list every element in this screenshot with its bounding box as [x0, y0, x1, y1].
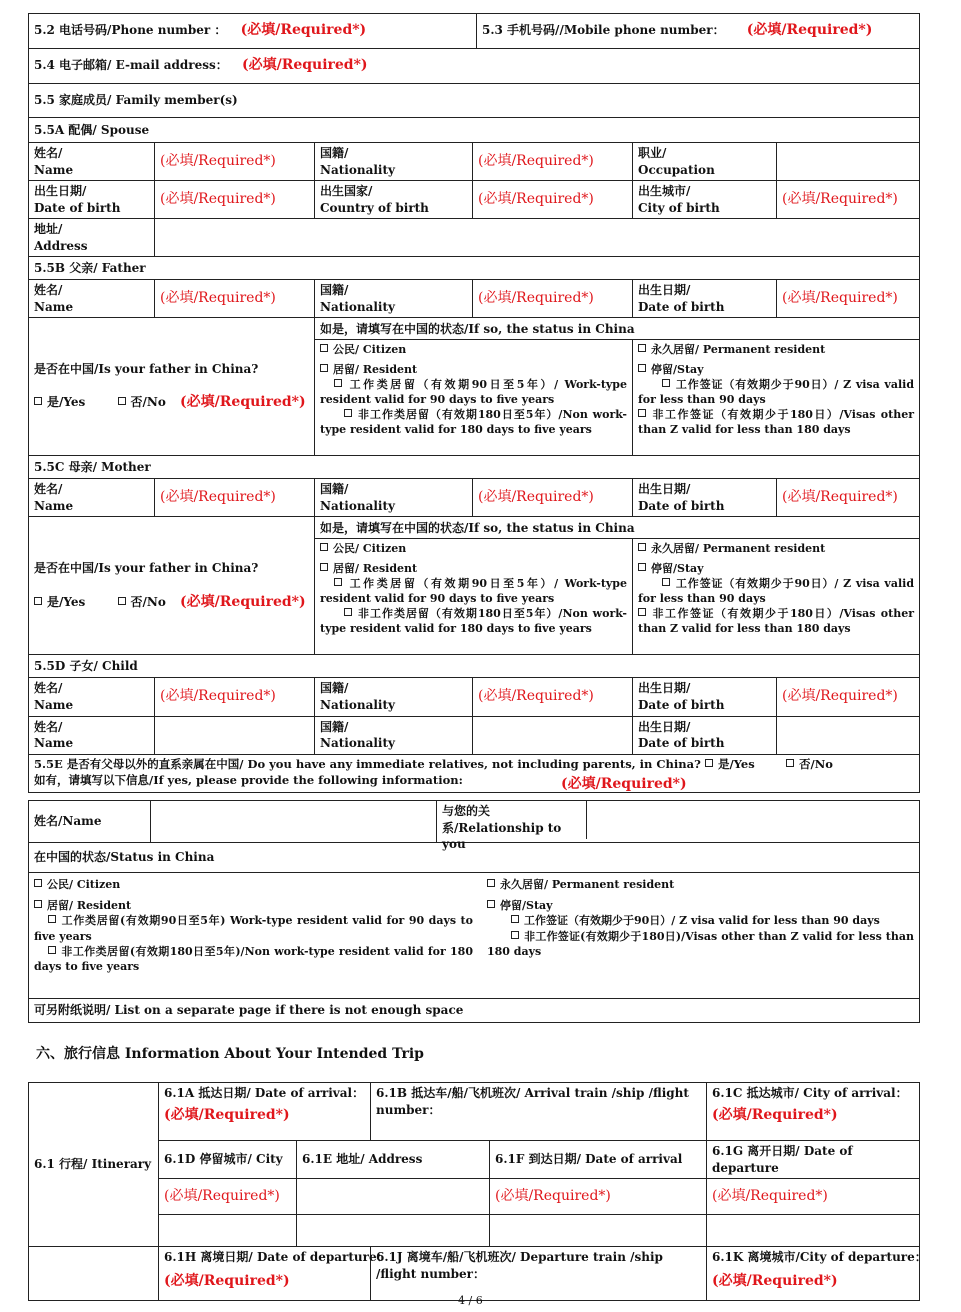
stay-departure-label: 6.1G 离开日期/ Date of departure — [707, 1141, 920, 1179]
section-6-heading: 六、旅行信息 Information About Your Intended Trip — [36, 1046, 424, 1062]
spouse-dob-label: 出生日期/ Date of birth — [29, 181, 155, 219]
arrival-date-field[interactable]: 6.1A 抵达日期/ Date of arrival： (必填/Required*) — [159, 1083, 371, 1141]
father-status-right — [633, 340, 920, 456]
itinerary-label-cont — [29, 1247, 159, 1301]
mother-in-china-question: 是否在中国/Is your father in China? 是/Yes 否/No (必填/Required*) — [29, 517, 315, 655]
required-mark: (必填/Required*) — [746, 22, 873, 39]
child-dob-field[interactable]: (必填/Required*) — [777, 678, 920, 716]
non-z-visa-option[interactable]: 非工作签证(有效期少于180日)/Visas other than Z valid for less than 180 days — [486, 929, 914, 958]
mother-status-right — [633, 539, 920, 655]
no-option[interactable]: 否/No — [786, 757, 833, 773]
work-resident-option[interactable]: 工作类居留(有效期90日至5年) Work-type resident valid for 90 days to five years — [34, 914, 473, 943]
child-nationality-field[interactable]: (必填/Required*) — [473, 678, 633, 716]
family-members-heading: 5.5 家庭成员/ Family member(s) — [29, 84, 920, 118]
stay-city-label: 6.1D 停留城市/ City — [159, 1141, 297, 1179]
non-z-visa-option[interactable]: 非工作签证（有效期少于180日）/Visas other than Z valid for less than 180 days — [638, 408, 915, 437]
father-dob-label: 出生日期/ Date of birth — [633, 280, 777, 318]
spouse-name-field[interactable]: (必填/Required*) — [155, 143, 315, 181]
email-field[interactable] — [29, 49, 920, 84]
yes-option[interactable]: 是/Yes — [34, 595, 85, 609]
relative-name-label: 姓名/Name — [29, 801, 151, 843]
permanent-resident-option[interactable]: 永久居留/ Permanent resident — [638, 541, 914, 556]
child2-nationality-label: 国籍/ Nationality — [315, 716, 473, 754]
mother-name-label: 姓名/ Name — [29, 479, 155, 517]
required-mark: (必填/Required*) — [180, 394, 306, 411]
page-number: 4 / 6 — [458, 1294, 483, 1307]
child-name-field[interactable]: (必填/Required*) — [155, 678, 315, 716]
work-resident-option[interactable]: 工作类居留（有效期90日至5年）/ Work-type resident valid for 90 days to five years — [320, 576, 627, 605]
mother-status-heading: 如是，请填写在中国的状态/If so, the status in China — [315, 517, 920, 539]
child-name-label: 姓名/ Name — [29, 678, 155, 716]
arrival-city-field[interactable]: 6.1C 抵达城市/ City of arrival： (必填/Required*) — [707, 1083, 920, 1141]
spouse-city-label: 出生城市/ City of birth — [633, 181, 777, 219]
child-dob-label: 出生日期/ Date of birth — [633, 678, 777, 716]
child-heading: 5.5D 子女/ Child — [29, 655, 920, 678]
spouse-address-label: 地址/ Address — [29, 219, 155, 257]
departure-city-field[interactable]: 6.1K 离境城市/City of departure： (必填/Required*) — [707, 1247, 920, 1301]
spouse-nationality-field[interactable]: (必填/Required*) — [473, 143, 633, 181]
status-in-china-heading: 在中国的状态/Status in China — [29, 843, 920, 873]
if-yes-label: 如有，请填写以下信息/If yes, please provide the following information: — [34, 772, 463, 787]
itinerary-table — [28, 1082, 927, 1301]
departure-date-field[interactable]: 6.1H 离境日期/ Date of departure： (必填/Required*) — [159, 1247, 371, 1301]
stay2-arrival-field[interactable] — [490, 1215, 707, 1247]
required-mark: (必填/Required*) — [561, 775, 687, 792]
child2-dob-field[interactable] — [777, 716, 920, 754]
relatives-table — [28, 800, 920, 1023]
stay-city-field[interactable]: (必填/Required*) — [159, 1179, 297, 1215]
stay-arrival-field[interactable]: (必填/Required*) — [490, 1179, 707, 1215]
permanent-resident-option[interactable]: 永久居留/ Permanent resident — [638, 342, 914, 357]
departure-flight-field[interactable]: 6.1J 离境车/船/飞机班次/ Departure train /ship /flight number： — [371, 1247, 707, 1301]
itinerary-label: 6.1 行程/ Itinerary — [29, 1083, 159, 1247]
mother-heading: 5.5C 母亲/ Mother — [29, 456, 920, 479]
other-relatives-question — [29, 754, 920, 792]
father-nationality-label: 国籍/ Nationality — [315, 280, 473, 318]
no-option[interactable]: 否/No — [118, 395, 166, 409]
resident-option[interactable]: 居留/ Resident — [34, 898, 473, 913]
family-table — [28, 117, 920, 793]
mother-dob-label: 出生日期/ Date of birth — [633, 479, 777, 517]
non-z-visa-option[interactable]: 非工作签证（有效期少于180日）/Visas other than Z valid for less than 180 days — [638, 607, 915, 636]
nonwork-resident-option[interactable]: 非工作类居留（有效期180日至5年）/Non work-type resident valid for 180 days to five years — [320, 607, 627, 636]
required-mark: (必填/Required*) — [241, 57, 368, 74]
phone-label: 5.2 电话号码/Phone number ： — [34, 23, 227, 38]
email-label: 5.4 电子邮箱/ E-mail address： — [34, 58, 228, 73]
required-mark: (必填/Required*) — [180, 593, 306, 610]
relative-name-field[interactable] — [151, 801, 437, 843]
spouse-cob-field[interactable]: (必填/Required*) — [473, 181, 633, 219]
contact-table — [28, 13, 920, 118]
stay-address-label: 6.1E 地址/ Address — [297, 1141, 490, 1179]
father-status-left — [315, 340, 633, 456]
relative-status-options — [29, 873, 920, 999]
spouse-name-label: 姓名/ Name — [29, 143, 155, 181]
child2-name-field[interactable] — [155, 716, 315, 754]
child2-name-label: 姓名/ Name — [29, 716, 155, 754]
father-name-field[interactable]: (必填/Required*) — [155, 280, 315, 318]
spouse-heading: 5.5A 配偶/ Spouse — [29, 118, 920, 143]
citizen-option[interactable]: 公民/ Citizen — [34, 877, 473, 892]
mobile-label: 5.3 手机号码//Mobile phone number： — [482, 23, 725, 38]
stay-arrival-label: 6.1F 到达日期/ Date of arrival — [490, 1141, 707, 1179]
spouse-dob-field[interactable]: (必填/Required*) — [155, 181, 315, 219]
spouse-address-field[interactable] — [155, 219, 920, 257]
resident-option[interactable]: 居留/ Resident — [320, 561, 627, 576]
mother-nationality-label: 国籍/ Nationality — [315, 479, 473, 517]
citizen-option[interactable]: 公民/ Citizen — [320, 342, 627, 357]
stay2-departure-field[interactable] — [707, 1215, 920, 1247]
permanent-resident-option[interactable]: 永久居留/ Permanent resident — [487, 877, 914, 892]
stay-departure-field[interactable]: (必填/Required*) — [707, 1179, 920, 1215]
nonwork-resident-option[interactable]: 非工作类居留（有效期180日至5年）/Non work-type resident valid for 180 days to five years — [320, 408, 627, 437]
child2-nationality-field[interactable] — [473, 716, 633, 754]
resident-option[interactable]: 居留/ Resident — [320, 362, 627, 377]
spouse-city-field[interactable]: (必填/Required*) — [777, 181, 920, 219]
father-heading: 5.5B 父亲/ Father — [29, 257, 920, 280]
mother-status-left — [315, 539, 633, 655]
spouse-cob-label: 出生国家/ Country of birth — [315, 181, 473, 219]
spouse-nationality-label: 国籍/ Nationality — [315, 143, 473, 181]
separate-page-note: 可另附纸说明/ List on a separate page if there is not enough space — [29, 999, 920, 1023]
other-relatives-label: 5.5E 是否有父母以外的直系亲属在中国/ Do you have any immediate relatives, not including parents, in China? — [34, 756, 701, 771]
z-visa-option[interactable]: 工作签证（有效期少于90日）/ Z visa valid for less than 90 days — [487, 913, 914, 928]
stay-option[interactable]: 停留/Stay — [487, 898, 914, 913]
father-name-label: 姓名/ Name — [29, 280, 155, 318]
yes-option[interactable]: 是/Yes — [705, 757, 755, 773]
work-resident-option[interactable]: 工作类居留（有效期90日至5年）/ Work-type resident valid for 90 days to five years — [320, 377, 627, 406]
stay-address-field[interactable] — [297, 1179, 490, 1215]
mobile-number-field[interactable] — [477, 14, 920, 49]
child2-dob-label: 出生日期/ Date of birth — [633, 716, 777, 754]
no-option[interactable]: 否/No — [118, 595, 166, 609]
father-in-china-question: 是否在中国/Is your father in China? 是/Yes 否/No (必填/Required*) — [29, 318, 315, 456]
mother-dob-field[interactable]: (必填/Required*) — [777, 479, 920, 517]
stay-option[interactable]: 停留/Stay — [638, 561, 914, 576]
phone-number-field[interactable] — [29, 14, 477, 49]
stay2-address-field[interactable] — [297, 1215, 490, 1247]
arrival-flight-field[interactable]: 6.1B 抵达车/船/飞机班次/ Arrival train /ship /flight number： — [371, 1083, 707, 1141]
required-mark: (必填/Required*) — [240, 22, 367, 39]
mother-name-field[interactable]: (必填/Required*) — [155, 479, 315, 517]
stay-option[interactable]: 停留/Stay — [638, 362, 914, 377]
father-dob-field[interactable]: (必填/Required*) — [777, 280, 920, 318]
stay2-city-field[interactable] — [159, 1215, 297, 1247]
relationship-field[interactable]: 与您的关系/Relationship to you — [437, 801, 920, 843]
citizen-option[interactable]: 公民/ Citizen — [320, 541, 627, 556]
yes-option[interactable]: 是/Yes — [34, 395, 85, 409]
spouse-occupation-field[interactable] — [777, 143, 920, 181]
z-visa-option[interactable]: 工作签证（有效期少于90日）/ Z visa valid for less than 90 days — [638, 576, 915, 605]
z-visa-option[interactable]: 工作签证（有效期少于90日）/ Z visa valid for less than 90 days — [638, 377, 915, 406]
spouse-occupation-label: 职业/ Occupation — [633, 143, 777, 181]
nonwork-resident-option[interactable]: 非工作类居留(有效期180日至5年)/Non work-type resident valid for 180 days to five years — [34, 944, 473, 973]
father-status-heading: 如是，请填写在中国的状态/If so, the status in China — [315, 318, 920, 340]
father-nationality-field[interactable]: (必填/Required*) — [473, 280, 633, 318]
mother-nationality-field[interactable]: (必填/Required*) — [473, 479, 633, 517]
child-nationality-label: 国籍/ Nationality — [315, 678, 473, 716]
